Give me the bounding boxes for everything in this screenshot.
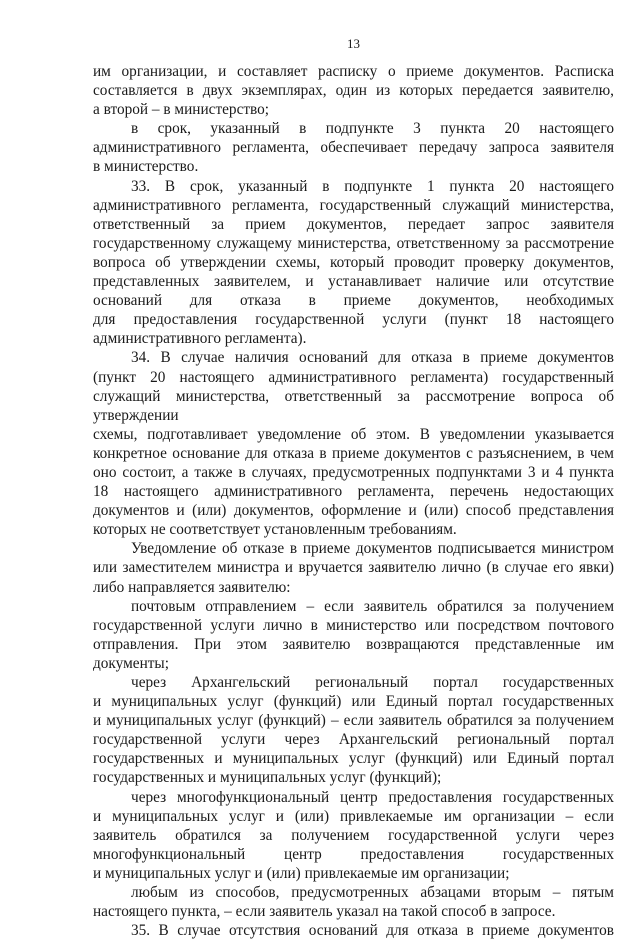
text-line: через Архангельский региональный портал государственных — [131, 674, 614, 691]
text-line: которых не соответствует установленным требованиям. — [93, 521, 457, 539]
text-line: и муниципальных услуг и (или) привлекаемые им организации – если — [93, 807, 614, 825]
text-line: (пункт 20 настоящего административного регламента) государственный — [93, 368, 614, 386]
text-line: документов и (или) документов, оформление и (или) способ представления — [93, 502, 614, 520]
text-line: конкретное основание для отказа в приеме документов с разъяснением, в чем — [93, 444, 614, 462]
text-line: почтовым отправлением – если заявитель обратился за получением — [131, 597, 614, 615]
text-line: или заместителем министра и вручается заявителю лично (в случае его явки) — [93, 559, 614, 577]
text-line: и муниципальных услуг (функций) или Единый портал государственных — [93, 693, 614, 711]
text-line: настоящего пункта, – если заявитель указал на такой способ в запросе. — [93, 903, 556, 921]
text-line: для предоставления государственной услуги (пункт 18 настоящего — [93, 311, 614, 329]
text-line: любым из способов, предусмотренных абзацами вторым – пятым — [131, 884, 614, 902]
page-number: 13 — [347, 36, 360, 51]
text-line: а второй – в министерство; — [93, 101, 270, 119]
text-line: оно состоит, а также в случаях, предусмотренных подпунктами 3 и 4 пункта — [93, 463, 614, 481]
text-line: административного регламента, государственный служащий министерства, — [93, 196, 614, 214]
text-line: им организации, и составляет расписку о приеме документов. Расписка — [93, 63, 614, 80]
text-line: и муниципальных услуг (функций) – если заявитель обратился за получением — [93, 712, 614, 730]
text-line: 33. В срок, указанный в подпункте 1 пункта 20 настоящего — [131, 177, 614, 195]
text-line: многофункциональный центр предоставления государственных — [93, 845, 614, 863]
text-line: государственному служащему министерства, ответственному за рассмотрение — [93, 234, 614, 252]
text-line: оснований для отказа в приеме документов, необходимых — [93, 292, 614, 310]
text-line: составляется в двух экземплярах, один из которых передается заявителю, — [93, 82, 614, 100]
text-line: административного регламента). — [93, 330, 307, 348]
text-line: представленных заявителем, и устанавливает наличие или отсутствие — [93, 273, 614, 291]
text-line: заявитель обратился за получением государственной услуги через — [93, 826, 614, 844]
text-line: государственных и муниципальных услуг (функций); — [93, 769, 442, 787]
text-line: в министерство. — [93, 158, 199, 176]
document-body — [93, 62, 614, 940]
text-line: 18 настоящего административного регламента, перечень недостающих — [93, 483, 614, 501]
text-line: государственной услуги через Архангельский региональный портал — [93, 731, 614, 749]
text-line: через многофункциональный центр предоставления государственных — [131, 788, 614, 806]
text-line: Уведомление об отказе в приеме документов подписывается министром — [131, 540, 614, 558]
text-line: 35. В случае отсутствия оснований для отказа в приеме документов — [131, 922, 614, 940]
text-line: государственных и муниципальных услуг (функций) или Единый портал — [93, 750, 614, 768]
text-line: служащий министерства, ответственный за рассмотрение вопроса об утверждении — [93, 387, 614, 424]
text-line: схемы, подготавливает уведомление об этом. В уведомлении указывается — [93, 425, 614, 443]
text-line: отправления. При этом заявителю возвращаются представленные им документы; — [93, 635, 614, 672]
text-line: административного регламента, обеспечивает передачу запроса заявителя — [93, 139, 614, 157]
text-line: 34. В случае наличия оснований для отказа в приеме документов — [131, 349, 614, 367]
text-line: либо направляется заявителю: — [93, 578, 291, 596]
text-line: ответственный за прием документов, передает запрос заявителя — [93, 215, 614, 233]
text-line: государственной услуги лично в министерство или посредством почтового — [93, 616, 614, 634]
text-line: в срок, указанный в подпункте 3 пункта 20 настоящего — [131, 120, 614, 138]
text-line: и муниципальных услуг и (или) привлекаемые им организации; — [93, 864, 510, 882]
text-line: вопроса об утверждении схемы, который проводит проверку документов, — [93, 253, 614, 271]
